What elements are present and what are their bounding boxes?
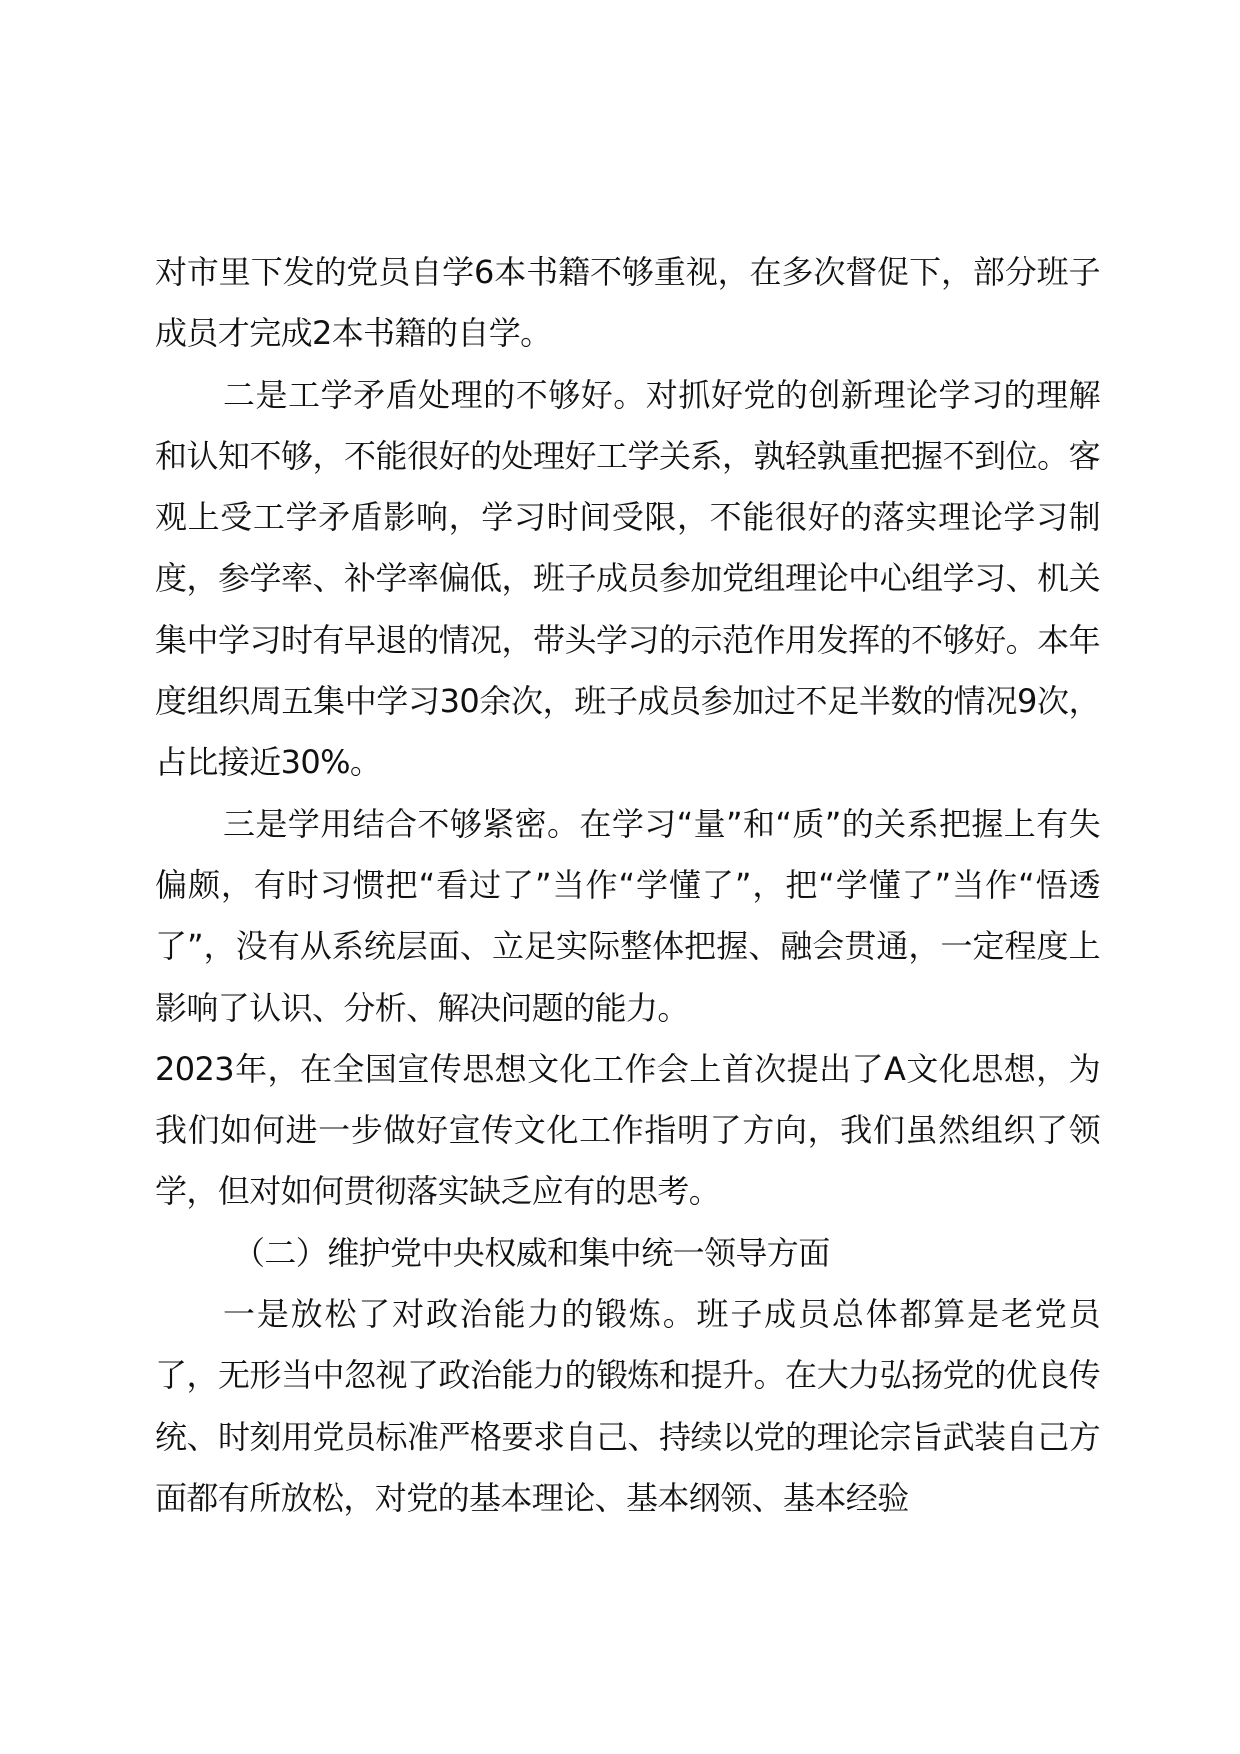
document-body (155, 242, 1100, 1529)
paragraph-study-application: 三是学用结合不够紧密。在学习“量”和“质”的关系把握上有失偏颇，有时习惯把“看过了”当作“学懂了”，把“学懂了”当作“悟透了”，没有从系统层面、立足实际整体把握、融会贯通，一定程度上影响了认识、分析、解决问题的能力。 (155, 804, 1100, 1027)
paragraph-work-study-conflict: 二是工学矛盾处理的不够好。对抓好党的创新理论学习的理解和认知不够，不能很好的处理好工学关系，孰轻孰重把握不到位。客观上受工学矛盾影响，学习时间受限，不能很好的落实理论学习制度，参学率、补学率偏低，班子成员参加党组理论中心组学习、机关集中学习时有早退的情况，带头学习的示范作用发挥的不够好。本年度组织周五集中学习30余次，班子成员参加过不足半数的情况9次，占比接近30%。 (155, 375, 1100, 782)
paragraph-self-study: 对市里下发的党员自学6本书籍不够重视，在多次督促下，部分班子成员才完成2本书籍的自学。 (155, 253, 1100, 353)
section-heading-central-authority: （二）维护党中央权威和集中统一领导方面 (233, 1233, 830, 1272)
paragraph-political-ability: 一是放松了对政治能力的锻炼。班子成员总体都算是老党员了，无形当中忽视了政治能力的锻炼和提升。在大力弘扬党的优良传统、时刻用党员标准严格要求自己、持续以党的理论宗旨武装自己方面都有所放松，对党的基本理论、基本纲领、基本经验 (155, 1295, 1100, 1517)
paragraph-cultural-thought: 2023年，在全国宣传思想文化工作会上首次提出了A文化思想，为我们如何进一步做好宣传文化工作指明了方向，我们虽然组织了领学，但对如何贯彻落实缺乏应有的思考。 (155, 1049, 1100, 1211)
